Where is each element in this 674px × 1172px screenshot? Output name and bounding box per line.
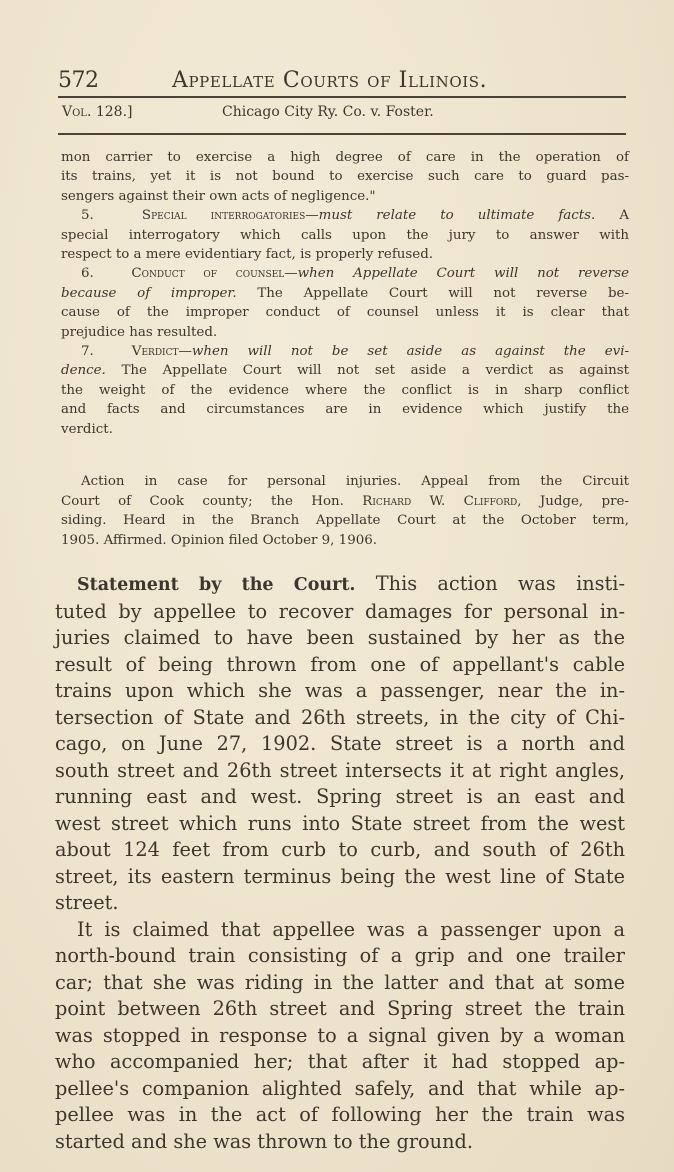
opinion-line: car; that she was riding in the latter and that at some [55, 970, 625, 994]
headnote-line: verdict. [61, 421, 113, 437]
headnote-number: 5. [81, 208, 94, 224]
headnote-line: its trains, yet it is not bound to exercise such care to guard pas- [61, 169, 629, 185]
headnote-topic: Conduct of counsel [131, 266, 285, 282]
headnote-line [61, 284, 629, 303]
procedural-text: , Judge, pre- [517, 493, 629, 509]
running-title: Appellate Courts of Illinois. [172, 68, 488, 93]
headnote-line: prejudice has resulted. [61, 324, 218, 340]
opinion-line: pellee was in the act of following her the train was [55, 1103, 625, 1126]
headnote-line: cause of the improper conduct of counsel unless it is clear that [61, 305, 629, 321]
procedural-line: Action in case for personal injuries. Appeal from the Circuit [81, 474, 629, 489]
headnote-line: respect to a mere evidentiary fact, is properly refused. [61, 247, 434, 263]
headnote-number: 6. [81, 266, 94, 282]
procedural-history [61, 472, 629, 550]
headnote-subtopic: because of improper. [61, 285, 237, 301]
opinion-line: result of being thrown from one of appellant's cable [55, 652, 625, 676]
headnote-subtopic: must relate to ultimate facts. [318, 208, 596, 224]
headnote-line: mon carrier to exercise a high degree of care in the operation of [61, 150, 629, 165]
opinion-line: street, its eastern terminus being the west line of State [55, 864, 625, 888]
opinion-line: trains upon which she was a passenger, near the in- [55, 679, 625, 702]
headnote-dash: — [284, 266, 298, 282]
opinion-line: west street which runs into State street from the west [55, 811, 625, 835]
headnote-line: and facts and circumstances are in evidence which justify the [61, 402, 629, 418]
headnote-text: The Appellate Court will not set aside a verdict as against [105, 363, 629, 379]
headnote-text: A [595, 208, 630, 224]
opinion-line: south street and 26th street intersects it at right angles, [55, 758, 625, 782]
opinion-line [55, 571, 625, 599]
case-title: Chicago City Ry. Co. v. Foster. [222, 104, 434, 120]
opinion-line: It is claimed that appellee was a passenger upon a [77, 917, 625, 941]
headnote-line [61, 361, 629, 380]
procedural-line: siding. Heard in the Branch Appellate Court at the October term, [61, 513, 629, 528]
page-number: 572 [58, 68, 99, 93]
headnote-7 [61, 342, 629, 361]
headnote-line: the weight of the evidence where the conflict is in sharp conflict [61, 382, 629, 398]
headnote-line: special interrogatory which calls upon the jury to answer with [61, 227, 629, 243]
headnote-subtopic: when will not be set aside as against the evi- [191, 344, 629, 360]
headnote-subtopic: when Appellate Court will not reverse [297, 266, 629, 282]
header-rule-bottom [58, 133, 626, 135]
header-rule-top [58, 96, 626, 98]
opinion-line: who accompanied her; that after it had stopped ap- [55, 1050, 625, 1073]
headnotes [61, 148, 629, 439]
headnote-subtopic: dence. [61, 363, 106, 379]
headnote-dash: — [305, 208, 319, 224]
headnote-text: The Appellate Court will not reverse be- [236, 285, 629, 301]
opinion-line: tuted by appellee to recover damages for personal in- [55, 599, 625, 623]
procedural-line [61, 492, 629, 512]
opinion-line: running east and west. Spring street is an east and [55, 785, 625, 808]
judge-name: Richard W. Clifford [362, 493, 518, 509]
opinion-body [55, 571, 625, 1155]
opinion-line: point between 26th street and Spring street the train [55, 997, 625, 1020]
procedural-text: Court of Cook county; the Hon. [61, 493, 363, 509]
procedural-line: 1905. Affirmed. Opinion filed October 9, 1906. [61, 532, 378, 548]
opinion-line: north-bound train consisting of a grip and one trailer [55, 944, 625, 967]
headnote-6 [61, 264, 629, 283]
headnote-topic: Verdict [131, 344, 179, 360]
headnote-topic: Special interrogatories [141, 208, 306, 224]
volume-label: Vol. 128.] [62, 104, 133, 120]
opinion-line: tersection of State and 26th streets, in the city of Chi- [55, 705, 625, 729]
opinion-text: This action was insti- [355, 572, 625, 595]
headnote-5 [61, 206, 629, 225]
opinion-line: juries claimed to have been sustained by her as the [55, 626, 625, 649]
headnote-line: sengers against their own acts of negligence." [61, 188, 376, 204]
opinion-line: cago, on June 27, 1902. State street is a north and [55, 732, 625, 755]
opinion-heading: Statement by the Court. [77, 575, 356, 595]
opinion-line: pellee's companion alighted safely, and that while ap- [55, 1076, 625, 1100]
opinion-line: started and she was thrown to the ground. [55, 1129, 473, 1153]
headnote-number: 7. [81, 344, 94, 360]
headnote-dash: — [178, 344, 192, 360]
opinion-line: about 124 feet from curb to curb, and south of 26th [55, 838, 625, 861]
opinion-line: street. [55, 891, 119, 914]
opinion-line: was stopped in response to a signal given by a woman [55, 1023, 625, 1047]
